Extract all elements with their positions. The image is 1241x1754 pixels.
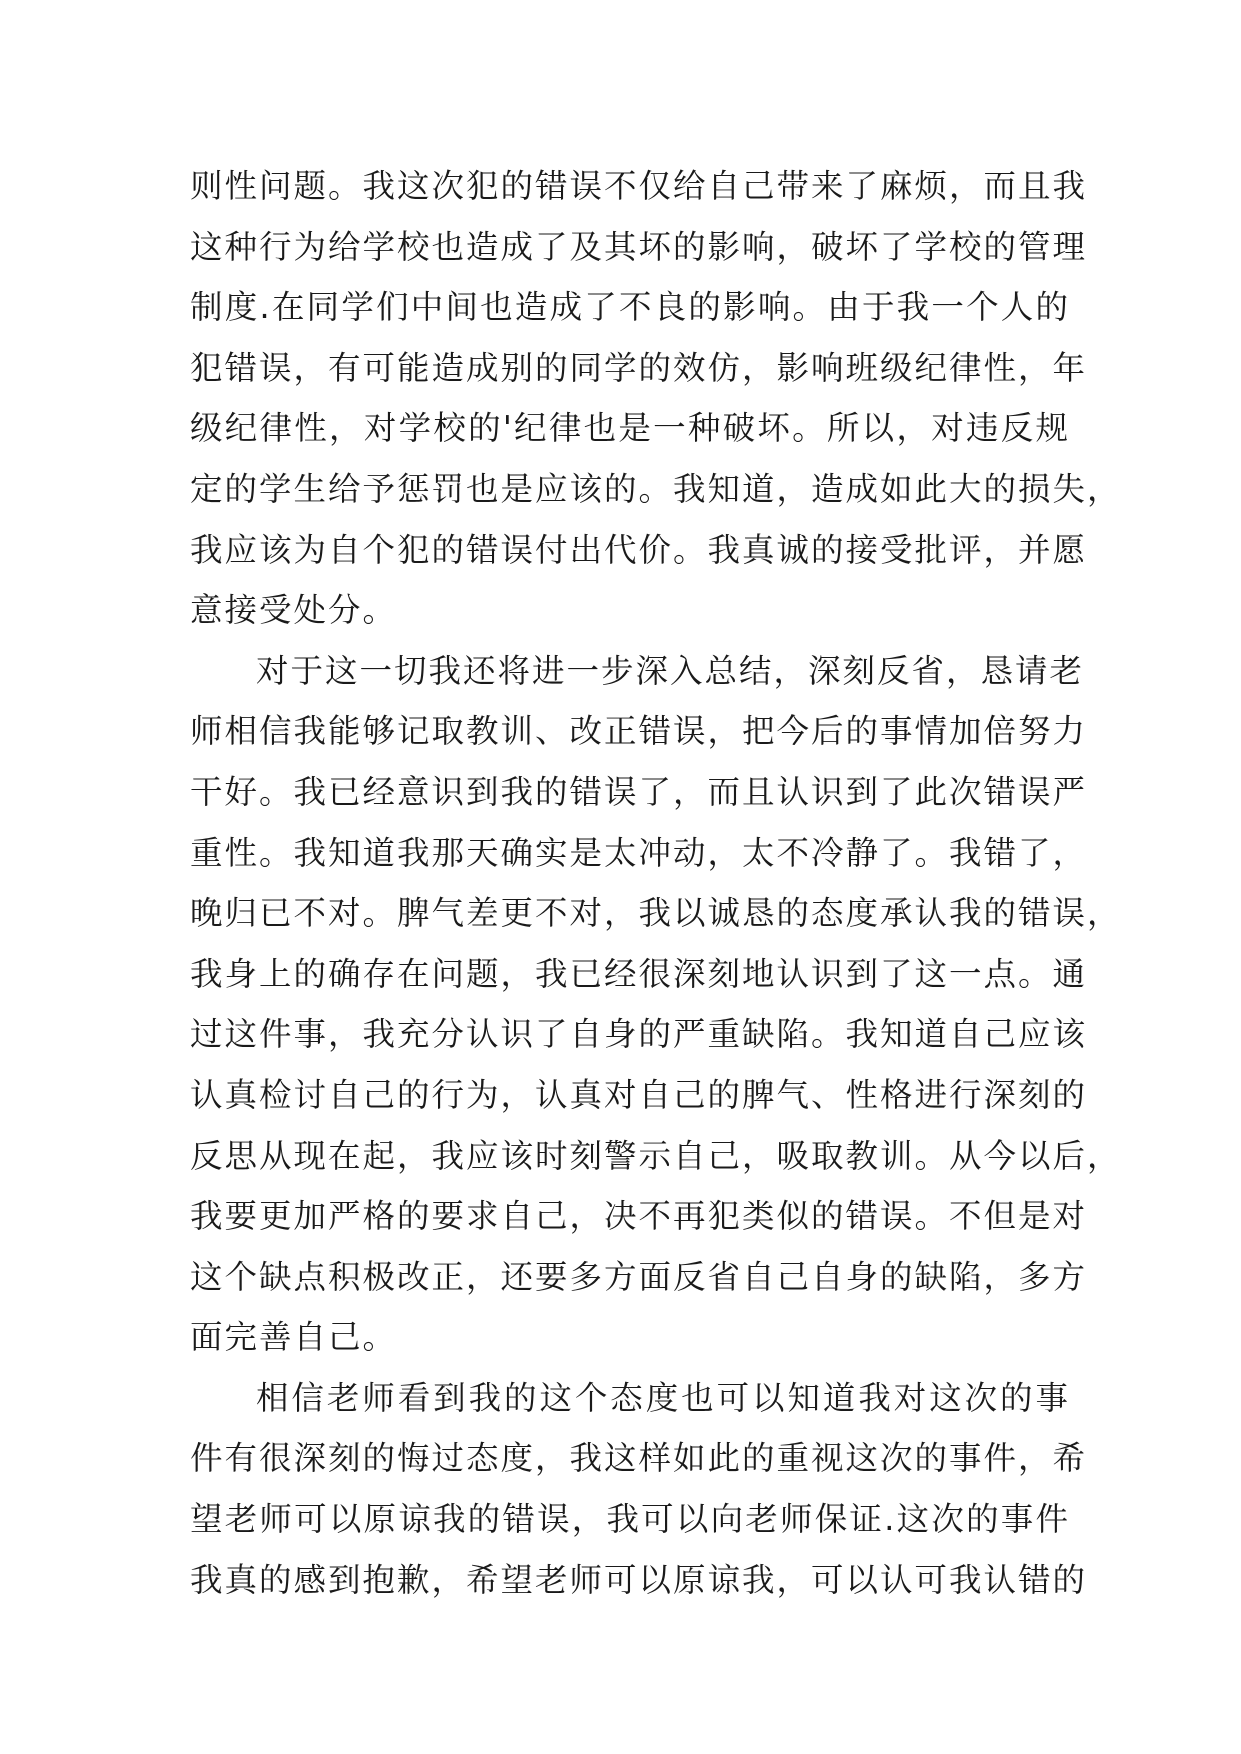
text-line: 犯错误，有可能造成别的同学的效仿，影响班级纪律性，年 <box>190 348 1088 387</box>
document-body <box>190 156 1122 1610</box>
text-line: 级纪律性，对学校的'纪律也是一种破坏。所以，对违反规 <box>190 409 1070 448</box>
text-line: 我要更加严格的要求自己，决不再犯类似的错误。不但是对 <box>190 1197 1088 1236</box>
text-line: 认真检讨自己的行为，认真对自己的脾气、性格进行深刻的 <box>190 1075 1088 1114</box>
paragraph-1 <box>190 156 1122 641</box>
text-line: 过这件事，我充分认识了自身的严重缺陷。我知道自己应该 <box>190 1015 1088 1054</box>
text-line: 这种行为给学校也造成了及其坏的影响，破坏了学校的管理 <box>190 227 1088 266</box>
text-line: 件有很深刻的悔过态度，我这样如此的重视这次的事件，希 <box>190 1439 1088 1478</box>
text-line: 反思从现在起，我应该时刻警示自己，吸取教训。从今以后， <box>190 1136 1122 1175</box>
text-line: 意接受处分。 <box>190 591 398 630</box>
text-line: 师相信我能够记取教训、改正错误，把今后的事情加倍努力 <box>190 712 1088 751</box>
text-line: 对于这一切我还将进一步深入总结，深刻反省，恳请老 <box>256 651 1085 690</box>
paragraph-3 <box>190 1368 1088 1610</box>
text-line: 晚归已不对。脾气差更不对，我以诚恳的态度承认我的错误， <box>190 894 1122 933</box>
text-line: 我应该为自个犯的错误付出代价。我真诚的接受批评，并愿 <box>190 530 1088 569</box>
text-line: 相信老师看到我的这个态度也可以知道我对这次的事 <box>256 1378 1070 1417</box>
text-line: 这个缺点积极改正，还要多方面反省自己自身的缺陷，多方 <box>190 1257 1088 1296</box>
text-line: 面完善自己。 <box>190 1318 398 1357</box>
text-line: 干好。我已经意识到我的错误了，而且认识到了此次错误严 <box>190 772 1088 811</box>
text-line: 我真的感到抱歉，希望老师可以原谅我，可以认可我认错的 <box>190 1560 1088 1599</box>
text-line: 望老师可以原谅我的错误，我可以向老师保证.这次的事件 <box>190 1500 1070 1539</box>
text-line: 定的学生给予惩罚也是应该的。我知道，造成如此大的损失， <box>190 469 1122 508</box>
text-line: 我身上的确存在问题，我已经很深刻地认识到了这一点。通 <box>190 954 1088 993</box>
text-line: 则性问题。我这次犯的错误不仅给自己带来了麻烦，而且我 <box>190 167 1088 205</box>
text-line: 重性。我知道我那天确实是太冲动，太不冷静了。我错了， <box>190 833 1088 872</box>
text-line: 制度.在同学们中间也造成了不良的影响。由于我一个人的 <box>190 288 1070 327</box>
paragraph-2 <box>190 641 1122 1368</box>
